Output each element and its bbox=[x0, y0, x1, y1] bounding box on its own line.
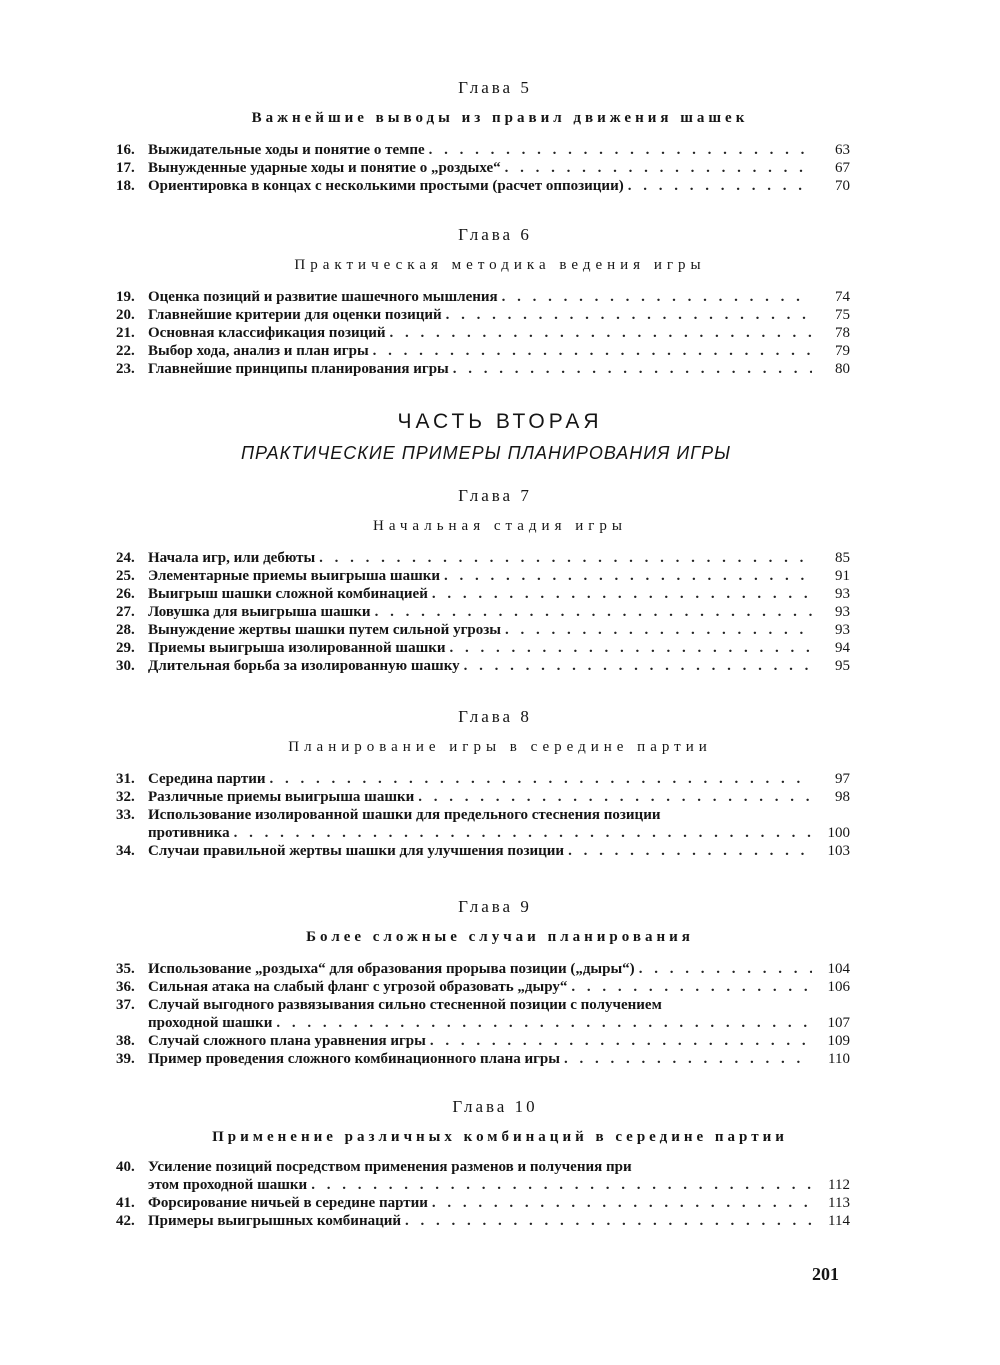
entry-number: 29. bbox=[116, 640, 135, 656]
entry-title: Выигрыш шашки сложной комбинацией bbox=[148, 586, 428, 602]
entry-title: Главнейшие принципы планирования игры bbox=[148, 361, 449, 377]
toc-list bbox=[0, 288, 1000, 378]
dot-leader bbox=[432, 585, 812, 603]
entry-title: Главнейшие критерии для оценки позиций bbox=[148, 307, 442, 323]
entry-title: Ориентировка в концах с несколькими простыми (расчет оппозиции) bbox=[148, 178, 624, 194]
entry-number: 41. bbox=[116, 1195, 135, 1211]
chapter-5 bbox=[0, 78, 1000, 195]
toc-entry bbox=[116, 621, 850, 639]
chapter-heading: Глава 5 bbox=[458, 78, 532, 97]
toc-entry bbox=[116, 360, 850, 378]
toc-entry bbox=[116, 1212, 850, 1230]
toc-entry bbox=[116, 1158, 850, 1194]
entry-page: 78 bbox=[835, 325, 850, 341]
entry-number: 31. bbox=[116, 771, 135, 787]
entry-title-line1: Использование изолированной шашки для предельного стеснения позиции bbox=[148, 807, 661, 823]
toc-entry bbox=[116, 978, 850, 996]
dot-leader bbox=[564, 1050, 812, 1068]
dot-leader bbox=[571, 978, 812, 996]
dot-leader bbox=[276, 1014, 812, 1032]
toc-entry bbox=[116, 639, 850, 657]
entry-title: Элементарные приемы выигрыша шашки bbox=[148, 568, 441, 584]
entry-title: Ловушка для выигрыша шашки bbox=[148, 604, 371, 620]
entry-number: 39. bbox=[116, 1051, 135, 1067]
toc-list bbox=[0, 549, 1000, 675]
entry-page: 107 bbox=[827, 1015, 850, 1031]
entry-page: 97 bbox=[835, 771, 850, 787]
dot-leader bbox=[444, 567, 812, 585]
entry-title: Сильная атака на слабый фланг с угрозой образовать „дыру“ bbox=[148, 979, 568, 995]
chapter-heading: Глава 9 bbox=[458, 897, 532, 916]
entry-page: 98 bbox=[835, 789, 850, 805]
chapter-8 bbox=[0, 707, 1000, 860]
entry-number: 40. bbox=[116, 1159, 135, 1175]
dot-leader bbox=[505, 159, 812, 177]
entry-number: 16. bbox=[116, 142, 135, 158]
entry-page: 109 bbox=[827, 1033, 850, 1049]
entry-page: 75 bbox=[835, 307, 850, 323]
entry-title: Оценка позиций и развитие шашечного мышления bbox=[148, 289, 498, 305]
entry-page: 70 bbox=[835, 178, 850, 194]
entry-page: 94 bbox=[835, 640, 850, 656]
entry-number: 37. bbox=[116, 997, 135, 1013]
chapter-9 bbox=[0, 897, 1000, 1068]
entry-page: 67 bbox=[835, 160, 850, 176]
entry-number: 25. bbox=[116, 568, 135, 584]
dot-leader bbox=[375, 603, 812, 621]
entry-number: 30. bbox=[116, 658, 135, 674]
entry-number: 20. bbox=[116, 307, 135, 323]
entry-page: 104 bbox=[827, 961, 850, 977]
toc-entry bbox=[116, 603, 850, 621]
entry-page: 91 bbox=[835, 568, 850, 584]
toc-entry bbox=[116, 960, 850, 978]
toc-entry bbox=[116, 770, 850, 788]
entry-number: 27. bbox=[116, 604, 135, 620]
chapter-heading: Глава 8 bbox=[458, 707, 532, 726]
entry-number: 22. bbox=[116, 343, 135, 359]
entry-number: 23. bbox=[116, 361, 135, 377]
entry-number: 35. bbox=[116, 961, 135, 977]
page-number: 201 bbox=[812, 1264, 839, 1284]
entry-page: 95 bbox=[835, 658, 850, 674]
entry-title: Форсирование ничьей в середине партии bbox=[148, 1195, 428, 1211]
chapter-7 bbox=[0, 486, 1000, 675]
dot-leader bbox=[568, 842, 812, 860]
entry-page: 110 bbox=[828, 1051, 850, 1067]
entry-title: Длительная борьба за изолированную шашку bbox=[148, 658, 460, 674]
entry-number: 36. bbox=[116, 979, 135, 995]
chapter-title: Планирование игры в середине партии bbox=[288, 739, 712, 755]
toc-entry bbox=[116, 842, 850, 860]
toc-list bbox=[0, 960, 1000, 1068]
chapter-heading: Глава 6 bbox=[458, 225, 532, 244]
dot-leader bbox=[502, 288, 812, 306]
entry-number: 21. bbox=[116, 325, 135, 341]
dot-leader bbox=[429, 141, 812, 159]
entry-number: 28. bbox=[116, 622, 135, 638]
chapter-title: Начальная стадия игры bbox=[372, 518, 627, 534]
entry-number: 38. bbox=[116, 1033, 135, 1049]
toc-entry bbox=[116, 806, 850, 842]
toc-entry bbox=[116, 324, 850, 342]
dot-leader bbox=[405, 1212, 812, 1230]
entry-page: 100 bbox=[827, 825, 850, 841]
dot-leader bbox=[234, 824, 812, 842]
toc-entry bbox=[116, 342, 850, 360]
entry-title: Вынужденные ударные ходы и понятие о „роздыхе“ bbox=[148, 160, 501, 176]
entry-page: 85 bbox=[835, 550, 850, 566]
chapter-title: Более сложные случаи планирования bbox=[306, 929, 694, 945]
entry-title: этом проходной шашки bbox=[148, 1177, 308, 1193]
dot-leader bbox=[450, 639, 812, 657]
toc-entry bbox=[116, 159, 850, 177]
dot-leader bbox=[432, 1194, 812, 1212]
dot-leader bbox=[430, 1032, 812, 1050]
chapter-heading: Глава 7 bbox=[458, 486, 532, 505]
chapter-10 bbox=[0, 1097, 1000, 1230]
dot-leader bbox=[311, 1176, 812, 1194]
entry-title-line1: Случай выгодного развязывания сильно стесненной позиции с получением bbox=[148, 997, 662, 1013]
entry-title: Выбор хода, анализ и план игры bbox=[148, 343, 369, 359]
entry-title-line1: Усиление позиций посредством применения разменов и получения при bbox=[148, 1159, 632, 1175]
dot-leader bbox=[628, 177, 812, 195]
entry-number: 19. bbox=[116, 289, 135, 305]
entry-number: 42. bbox=[116, 1213, 135, 1229]
entry-title: противника bbox=[148, 825, 230, 841]
toc-entry bbox=[116, 306, 850, 324]
entry-title: Пример проведения сложного комбинационного плана игры bbox=[148, 1051, 560, 1067]
dot-leader bbox=[270, 770, 812, 788]
entry-page: 80 bbox=[835, 361, 850, 377]
toc-entry bbox=[116, 585, 850, 603]
dot-leader bbox=[373, 342, 812, 360]
entry-title: Использование „роздыха“ для образования прорыва позиции („дыры“) bbox=[148, 961, 635, 977]
toc-entry bbox=[116, 288, 850, 306]
entry-number: 34. bbox=[116, 843, 135, 859]
entry-page: 114 bbox=[828, 1213, 850, 1229]
dot-leader bbox=[464, 657, 812, 675]
entry-title: Начала игр, или дебюты bbox=[148, 550, 316, 566]
part-subtitle: ПРАКТИЧЕСКИЕ ПРИМЕРЫ ПЛАНИРОВАНИЯ ИГРЫ bbox=[240, 443, 732, 463]
dot-leader bbox=[390, 324, 812, 342]
entry-title: Случаи правильной жертвы шашки для улучшения позиции bbox=[148, 843, 565, 859]
entry-page: 103 bbox=[827, 843, 850, 859]
toc-entry bbox=[116, 549, 850, 567]
entry-page: 63 bbox=[835, 142, 850, 158]
entry-page: 79 bbox=[835, 343, 850, 359]
dot-leader bbox=[505, 621, 812, 639]
entry-number: 26. bbox=[116, 586, 135, 602]
chapter-title: Практическая методика ведения игры bbox=[294, 257, 706, 273]
entry-number: 24. bbox=[116, 550, 135, 566]
entry-title: Середина партии bbox=[148, 771, 266, 787]
toc-entry bbox=[116, 788, 850, 806]
chapter-title: Важнейшие выводы из правил движения шашек bbox=[251, 110, 749, 126]
chapter-6 bbox=[0, 225, 1000, 378]
toc-entry bbox=[116, 996, 850, 1032]
entry-number: 32. bbox=[116, 789, 135, 805]
entry-number: 17. bbox=[116, 160, 135, 176]
dot-leader bbox=[453, 360, 812, 378]
toc-entry bbox=[116, 141, 850, 159]
entry-page: 93 bbox=[835, 604, 850, 620]
chapter-title: Применение различных комбинаций в середине партии bbox=[212, 1129, 788, 1145]
chapter-heading: Глава 10 bbox=[452, 1097, 538, 1116]
entry-title: Примеры выигрышных комбинаций bbox=[148, 1213, 402, 1229]
entry-page: 93 bbox=[835, 586, 850, 602]
part-heading: ЧАСТЬ ВТОРАЯ bbox=[397, 410, 603, 433]
entry-page: 93 bbox=[835, 622, 850, 638]
toc-list bbox=[0, 141, 1000, 195]
dot-leader bbox=[418, 788, 812, 806]
entry-page: 113 bbox=[828, 1195, 850, 1211]
entry-title: Вынуждение жертвы шашки путем сильной угрозы bbox=[148, 622, 501, 638]
entry-title: Приемы выигрыша изолированной шашки bbox=[148, 640, 446, 656]
toc-entry bbox=[116, 1050, 850, 1068]
dot-leader bbox=[446, 306, 812, 324]
toc-list bbox=[0, 1158, 1000, 1230]
toc-entry bbox=[116, 1194, 850, 1212]
toc-list bbox=[0, 770, 1000, 860]
entry-number: 33. bbox=[116, 807, 135, 823]
entry-page: 106 bbox=[827, 979, 850, 995]
dot-leader bbox=[639, 960, 812, 978]
toc-entry bbox=[116, 567, 850, 585]
toc-entry bbox=[116, 177, 850, 195]
toc-entry bbox=[116, 657, 850, 675]
entry-page: 112 bbox=[828, 1177, 850, 1193]
dot-leader bbox=[319, 549, 812, 567]
entry-title: Различные приемы выигрыша шашки bbox=[148, 789, 415, 805]
entry-title: проходной шашки bbox=[148, 1015, 273, 1031]
toc-entry bbox=[116, 1032, 850, 1050]
entry-title: Выжидательные ходы и понятие о темпе bbox=[148, 142, 425, 158]
entry-number: 18. bbox=[116, 178, 135, 194]
entry-title: Случай сложного плана уравнения игры bbox=[148, 1033, 426, 1049]
entry-title: Основная классификация позиций bbox=[148, 325, 386, 341]
entry-page: 74 bbox=[835, 289, 850, 305]
